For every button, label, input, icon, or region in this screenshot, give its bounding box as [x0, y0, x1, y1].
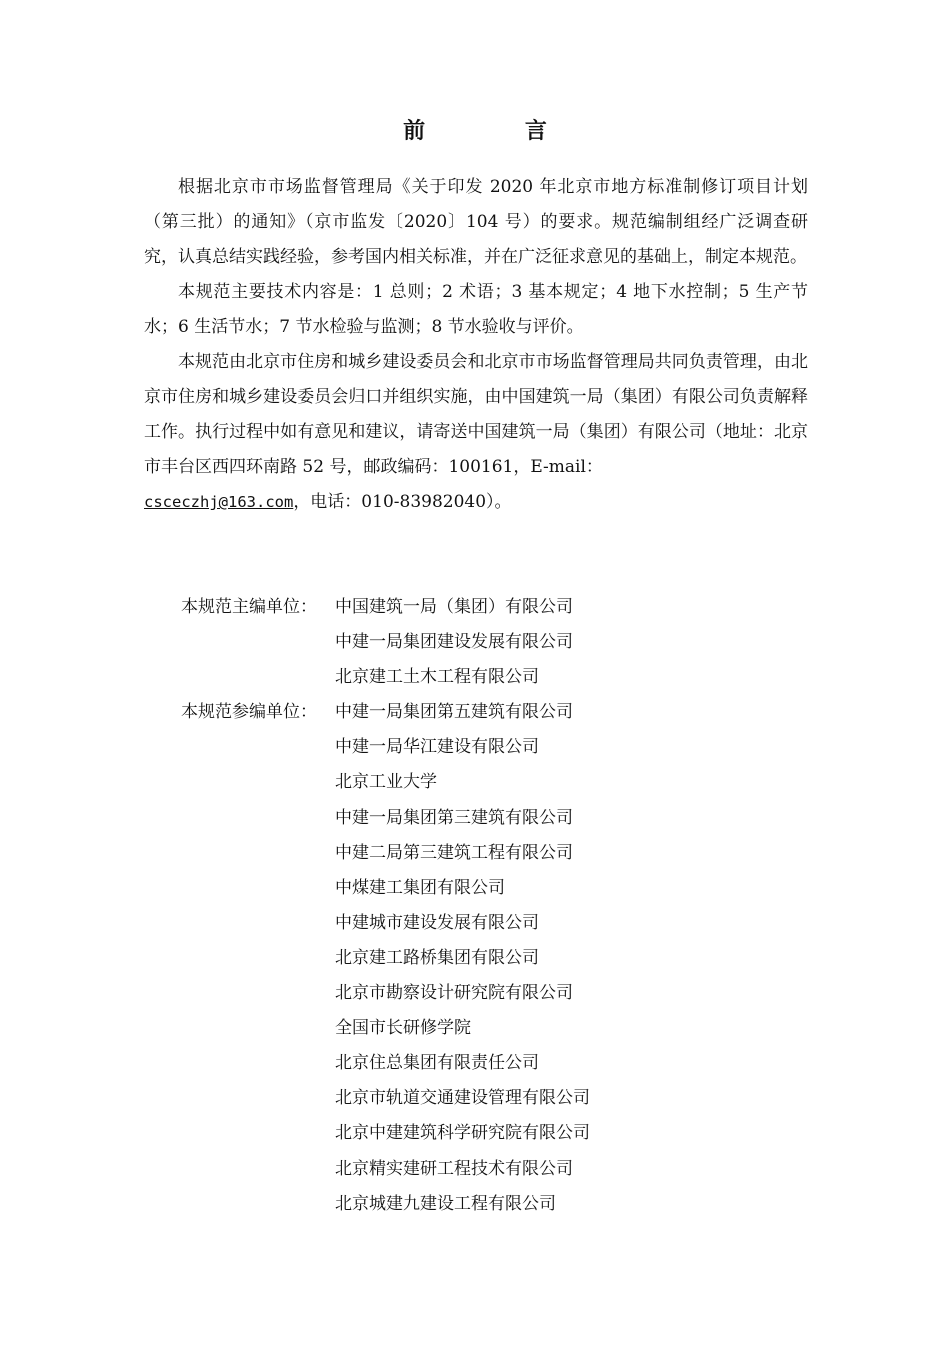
unit-label-spacer	[144, 1081, 335, 1116]
participating-unit: 中建一局集团第三建筑有限公司	[335, 807, 573, 828]
unit-label-spacer	[144, 871, 335, 906]
participating-unit: 北京市勘察设计研究院有限公司	[335, 983, 573, 1004]
participating-unit-row	[144, 1152, 808, 1187]
unit-label-spacer	[144, 1046, 335, 1081]
unit-label-spacer	[144, 1116, 335, 1151]
paragraph-basis: 根据北京市市场监督管理局《关于印发 2020 年北京市地方标准制修订项目计划（第三批）的通知》（京市监发〔2020〕104 号）的要求。规范编制组经广泛调查研究，认真总结实践经验，参考国内相关标准，并在广泛征求意见的基础上，制定本规范。	[144, 177, 808, 267]
email-link[interactable]: csceczhj@163.com	[144, 493, 294, 511]
participating-unit: 中建城市建设发展有限公司	[335, 912, 539, 933]
participating-unit-row	[144, 836, 808, 871]
unit-label-spacer	[144, 1187, 335, 1222]
participating-unit-row	[144, 1046, 808, 1081]
unit-label-spacer	[144, 801, 335, 836]
participating-unit: 北京住总集团有限责任公司	[335, 1053, 539, 1074]
participating-unit-row	[144, 1081, 808, 1116]
participating-unit: 全国市长研修学院	[335, 1018, 471, 1039]
paragraph-management-tail: ，电话：010-83982040）。	[293, 492, 512, 512]
unit-label-spacer	[144, 730, 335, 765]
participating-units-label: 本规范参编单位：	[181, 702, 317, 723]
units-list	[144, 590, 808, 1222]
chief-unit: 中建一局集团建设发展有限公司	[335, 632, 573, 653]
unit-label-spacer	[144, 625, 335, 660]
unit-label-spacer	[144, 836, 335, 871]
participating-unit-row	[144, 730, 808, 765]
participating-unit-row	[144, 941, 808, 976]
participating-unit-row	[144, 1116, 808, 1151]
unit-label-spacer	[144, 976, 335, 1011]
participating-unit: 中煤建工集团有限公司	[335, 877, 505, 898]
participating-unit: 中建一局华江建设有限公司	[335, 737, 539, 758]
participating-unit-row	[144, 871, 808, 906]
participating-unit: 北京精实建研工程技术有限公司	[335, 1158, 573, 1179]
participating-unit-row	[144, 765, 808, 800]
participating-unit: 北京工业大学	[335, 772, 437, 793]
chief-units-label: 本规范主编单位：	[181, 597, 317, 617]
paragraph-management-text: 本规范由北京市住房和城乡建设委员会和北京市市场监督管理局共同负责管理，由北京市住房和城乡建设委员会归口并组织实施，由中国建筑一局（集团）有限公司负责解释工作。执行过程中如有意见和建议，请寄送中国建筑一局（集团）有限公司（地址：北京市丰台区西四环南路 52 号，邮政编码：100161，E-mail：	[144, 352, 808, 477]
participating-unit-row	[144, 1187, 808, 1222]
participating-unit-row	[144, 695, 808, 730]
participating-unit: 北京中建建筑科学研究院有限公司	[335, 1123, 590, 1144]
paragraph-contents: 本规范主要技术内容是：1 总则；2 术语；3 基本规定；4 地下水控制；5 生产节水；6 生活节水；7 节水检验与监测；8 节水验收与评价。	[144, 282, 808, 337]
preface-body	[144, 170, 808, 520]
chief-unit-row	[144, 590, 808, 625]
participating-unit-row	[144, 1011, 808, 1046]
unit-label-spacer	[144, 1011, 335, 1046]
unit-label-spacer	[144, 906, 335, 941]
participating-unit: 北京城建九建设工程有限公司	[335, 1193, 556, 1214]
unit-label-spacer	[144, 1152, 335, 1187]
chief-unit: 北京建工土木工程有限公司	[335, 667, 539, 688]
participating-unit-row	[144, 976, 808, 1011]
participating-unit: 中建一局集团第五建筑有限公司	[335, 702, 573, 723]
paragraph-management	[144, 345, 808, 520]
participating-unit: 北京建工路桥集团有限公司	[335, 947, 539, 968]
chief-unit-row	[144, 660, 808, 695]
chief-unit: 中国建筑一局（集团）有限公司	[335, 597, 573, 617]
participating-unit: 北京市轨道交通建设管理有限公司	[335, 1088, 590, 1109]
participating-unit: 中建二局第三建筑工程有限公司	[335, 842, 573, 863]
participating-unit-row	[144, 801, 808, 836]
unit-label-spacer	[144, 660, 335, 695]
unit-label-spacer	[144, 765, 335, 800]
page-title: 前 言	[403, 119, 593, 144]
chief-unit-row	[144, 625, 808, 660]
unit-label-spacer	[144, 941, 335, 976]
participating-unit-row	[144, 906, 808, 941]
